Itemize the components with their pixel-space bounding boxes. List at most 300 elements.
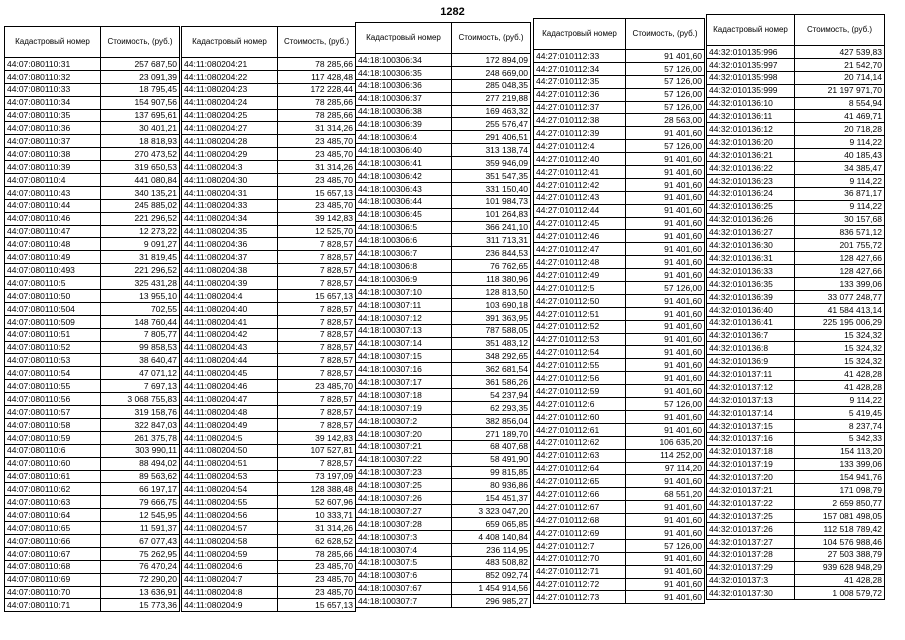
cadastral-number-cell: 44:32:010136:27 (707, 226, 795, 239)
cost-cell: 57 126,00 (626, 398, 705, 411)
table-row (182, 367, 356, 380)
table-row (182, 122, 356, 135)
cost-cell: 33 077 248,77 (795, 290, 885, 303)
cost-cell: 91 401,60 (626, 191, 705, 204)
cadastral-number-cell: 44:27:010112:43 (534, 191, 626, 204)
cost-cell: 9 114,22 (795, 200, 885, 213)
cadastral-number-cell: 44:32:010137:30 (707, 587, 795, 600)
cost-cell: 21 197 971,70 (795, 84, 885, 97)
table-row (5, 212, 180, 225)
table-row (534, 436, 705, 449)
table-row (182, 58, 356, 71)
cost-cell: 7 828,57 (278, 354, 356, 367)
table-row (5, 290, 180, 303)
cadastral-number-cell: 44:18:100306:38 (356, 105, 452, 118)
cadastral-number-cell: 44:07:080110:53 (5, 354, 101, 367)
cadastral-number-cell: 44:11:080204:28 (182, 135, 278, 148)
table-row (356, 298, 531, 311)
cadastral-number-cell: 44:32:010135:997 (707, 58, 795, 71)
cost-cell: 787 588,05 (452, 324, 531, 337)
cost-cell: 31 314,26 (278, 122, 356, 135)
cadastral-number-cell: 44:32:010137:11 (707, 368, 795, 381)
cost-cell: 52 607,96 (278, 496, 356, 509)
cadastral-number-cell: 44:27:010112:67 (534, 501, 626, 514)
cadastral-number-cell: 44:11:080204:54 (182, 483, 278, 496)
cadastral-number-cell: 44:32:010137:18 (707, 445, 795, 458)
cadastral-number-cell: 44:11:080204:50 (182, 444, 278, 457)
cadastral-number-cell: 44:32:010137:26 (707, 522, 795, 535)
table-row (707, 71, 885, 84)
table-row (356, 247, 531, 260)
table-row (356, 131, 531, 144)
table-row (182, 341, 356, 354)
cost-cell: 101 264,83 (452, 208, 531, 221)
cost-cell: 154 451,37 (452, 492, 531, 505)
cost-cell: 331 150,40 (452, 182, 531, 195)
cost-cell: 7 828,57 (278, 328, 356, 341)
cost-cell: 10 333,71 (278, 509, 356, 522)
cadastral-number-cell: 44:11:080204:34 (182, 212, 278, 225)
cost-cell: 41 428,28 (795, 574, 885, 587)
table-row (356, 350, 531, 363)
cadastral-number-cell: 44:18:100307:14 (356, 337, 452, 350)
table-row (707, 187, 885, 200)
cadastral-number-cell: 44:32:010136:22 (707, 162, 795, 175)
cadastral-number-cell: 44:27:010112:50 (534, 294, 626, 307)
cadastral-number-cell: 44:27:010112:53 (534, 333, 626, 346)
cadastral-number-cell: 44:18:100306:6 (356, 234, 452, 247)
table-row (182, 586, 356, 599)
cost-cell: 939 628 948,29 (795, 561, 885, 574)
table-row (707, 303, 885, 316)
cadastral-number-cell: 44:32:010136:7 (707, 329, 795, 342)
cadastral-number-cell: 44:07:080110:50 (5, 290, 101, 303)
cost-cell: 248 669,00 (452, 66, 531, 79)
table-row (182, 315, 356, 328)
table-row (356, 118, 531, 131)
cost-cell: 91 401,60 (626, 269, 705, 282)
table-row (5, 560, 180, 573)
cost-cell: 57 126,00 (626, 88, 705, 101)
cost-cell: 91 401,60 (626, 475, 705, 488)
cost-cell: 172 894,09 (452, 54, 531, 67)
cadastral-number-cell: 44:07:080110:35 (5, 109, 101, 122)
cadastral-number-cell: 44:07:080110:5 (5, 277, 101, 290)
table-row (356, 182, 531, 195)
cost-cell: 483 508,82 (452, 556, 531, 569)
cadastral-number-cell: 44:11:080204:8 (182, 586, 278, 599)
table-row (5, 380, 180, 393)
cadastral-number-cell: 44:32:010137:29 (707, 561, 795, 574)
cost-cell: 91 401,60 (626, 514, 705, 527)
cadastral-number-cell: 44:18:100307:6 (356, 569, 452, 582)
cadastral-number-cell: 44:27:010112:42 (534, 178, 626, 191)
table-row (182, 135, 356, 148)
table-row (534, 294, 705, 307)
cadastral-number-cell: 44:27:010112:68 (534, 514, 626, 527)
cadastral-number-cell: 44:07:080110:58 (5, 418, 101, 431)
cadastral-table-5 (706, 14, 885, 600)
cadastral-number-cell: 44:07:080110:33 (5, 83, 101, 96)
table-row (5, 522, 180, 535)
cadastral-number-cell: 44:32:010136:33 (707, 265, 795, 278)
cost-cell: 20 714,14 (795, 71, 885, 84)
cadastral-number-cell: 44:32:010136:8 (707, 342, 795, 355)
cost-cell: 41 584 413,14 (795, 303, 885, 316)
cadastral-number-cell: 44:11:080204:23 (182, 83, 278, 96)
cost-cell: 91 401,60 (626, 204, 705, 217)
cost-cell: 441 080,84 (101, 174, 180, 187)
table-row (707, 484, 885, 497)
cadastral-number-cell: 44:11:080204:55 (182, 496, 278, 509)
cadastral-number-cell: 44:11:080204:29 (182, 148, 278, 161)
cost-cell: 7 805,77 (101, 328, 180, 341)
cost-cell: 62 628,52 (278, 534, 356, 547)
table-row (707, 574, 885, 587)
cadastral-table-1 (4, 26, 180, 612)
header-cadastral-number: Кадастровый номер (182, 27, 278, 58)
cost-cell: 23 485,70 (278, 135, 356, 148)
cadastral-number-cell: 44:07:080110:59 (5, 431, 101, 444)
table-row (707, 136, 885, 149)
table-row (534, 75, 705, 88)
table-row (5, 418, 180, 431)
cost-cell: 7 828,57 (278, 406, 356, 419)
table-row (534, 204, 705, 217)
cadastral-table-2 (181, 26, 356, 612)
cadastral-number-cell: 44:07:080110:48 (5, 238, 101, 251)
table-row (534, 591, 705, 604)
cost-cell: 148 760,44 (101, 315, 180, 328)
table-row (5, 186, 180, 199)
cadastral-number-cell: 44:27:010112:55 (534, 359, 626, 372)
cost-cell: 91 401,60 (626, 565, 705, 578)
cost-cell: 172 228,44 (278, 83, 356, 96)
table-row (534, 178, 705, 191)
cost-cell: 18 818,93 (101, 135, 180, 148)
table-row (534, 359, 705, 372)
cadastral-number-cell: 44:27:010112:47 (534, 243, 626, 256)
cost-cell: 261 375,78 (101, 431, 180, 444)
table-row (356, 144, 531, 157)
cadastral-number-cell: 44:11:080204:3 (182, 161, 278, 174)
cadastral-number-cell: 44:07:080110:34 (5, 96, 101, 109)
cost-cell: 5 419,45 (795, 406, 885, 419)
cost-cell: 36 871,17 (795, 187, 885, 200)
table-row (182, 509, 356, 522)
cost-cell: 68 407,68 (452, 440, 531, 453)
cost-cell: 9 114,22 (795, 394, 885, 407)
table-row (5, 586, 180, 599)
cadastral-number-cell: 44:18:100307:4 (356, 543, 452, 556)
table-row (182, 457, 356, 470)
cadastral-number-cell: 44:07:080110:46 (5, 212, 101, 225)
cost-cell: 103 690,18 (452, 298, 531, 311)
table-header-row (707, 15, 885, 46)
cost-cell: 23 485,70 (278, 174, 356, 187)
cost-cell: 325 431,28 (101, 277, 180, 290)
cost-cell: 361 586,26 (452, 376, 531, 389)
cadastral-number-cell: 44:32:010136:31 (707, 252, 795, 265)
cadastral-number-cell: 44:27:010112:56 (534, 372, 626, 385)
cadastral-number-cell: 44:27:010112:72 (534, 578, 626, 591)
cadastral-number-cell: 44:27:010112:59 (534, 385, 626, 398)
table-row (534, 449, 705, 462)
cost-cell: 291 406,51 (452, 131, 531, 144)
cost-cell: 21 542,70 (795, 58, 885, 71)
table-row (534, 488, 705, 501)
cost-cell: 23 485,70 (278, 586, 356, 599)
table-row (534, 372, 705, 385)
cost-cell: 128 388,48 (278, 483, 356, 496)
cadastral-table-3 (355, 22, 531, 608)
cadastral-number-cell: 44:07:080110:70 (5, 586, 101, 599)
cadastral-number-cell: 44:18:100307:22 (356, 453, 452, 466)
cadastral-number-cell: 44:11:080204:33 (182, 199, 278, 212)
cost-cell: 79 666,75 (101, 496, 180, 509)
table-row (707, 548, 885, 561)
cost-cell: 366 241,10 (452, 221, 531, 234)
cost-cell: 80 936,86 (452, 479, 531, 492)
cost-cell: 23 485,70 (278, 573, 356, 586)
cost-cell: 91 401,60 (626, 127, 705, 140)
table-row (5, 573, 180, 586)
table-row (534, 191, 705, 204)
table-row (5, 122, 180, 135)
table-row (534, 423, 705, 436)
table-row (356, 311, 531, 324)
header-cadastral-number: Кадастровый номер (707, 15, 795, 46)
cost-cell: 91 401,60 (626, 153, 705, 166)
table-row (5, 496, 180, 509)
cadastral-number-cell: 44:07:080110:4 (5, 174, 101, 187)
table-row (707, 471, 885, 484)
cost-cell: 8 554,94 (795, 97, 885, 110)
cadastral-number-cell: 44:18:100307:16 (356, 363, 452, 376)
cadastral-number-cell: 44:11:080204:24 (182, 96, 278, 109)
cost-cell: 18 795,45 (101, 83, 180, 96)
table-row (707, 445, 885, 458)
cadastral-number-cell: 44:32:010136:10 (707, 97, 795, 110)
cadastral-number-cell: 44:11:080204:7 (182, 573, 278, 586)
cost-cell: 91 401,60 (626, 410, 705, 423)
table-row (182, 83, 356, 96)
cost-cell: 836 571,12 (795, 226, 885, 239)
table-row (707, 535, 885, 548)
table-row (534, 462, 705, 475)
cadastral-number-cell: 44:32:010136:12 (707, 123, 795, 136)
table-row (707, 458, 885, 471)
cadastral-number-cell: 44:07:080110:60 (5, 457, 101, 470)
cost-cell: 270 473,52 (101, 148, 180, 161)
cadastral-number-cell: 44:07:080110:32 (5, 70, 101, 83)
table-row (356, 170, 531, 183)
cadastral-number-cell: 44:11:080204:45 (182, 367, 278, 380)
table-row (182, 186, 356, 199)
table-row (534, 514, 705, 527)
cadastral-number-cell: 44:27:010112:5 (534, 282, 626, 295)
cadastral-number-cell: 44:18:100307:5 (356, 556, 452, 569)
cadastral-number-cell: 44:27:010112:71 (534, 565, 626, 578)
cadastral-number-cell: 44:32:010137:20 (707, 471, 795, 484)
table-row (182, 277, 356, 290)
table-row (534, 282, 705, 295)
cadastral-number-cell: 44:07:080110:51 (5, 328, 101, 341)
cadastral-number-cell: 44:11:080204:51 (182, 457, 278, 470)
table-row (534, 385, 705, 398)
cadastral-number-cell: 44:07:080110:61 (5, 470, 101, 483)
cost-cell: 359 946,09 (452, 157, 531, 170)
cadastral-number-cell: 44:32:010135:996 (707, 46, 795, 59)
table-row (182, 431, 356, 444)
table-row (356, 66, 531, 79)
cost-cell: 12 273,22 (101, 225, 180, 238)
table-row (707, 406, 885, 419)
table-row (534, 62, 705, 75)
cost-cell: 67 077,43 (101, 534, 180, 547)
table-row (534, 127, 705, 140)
table-row (534, 114, 705, 127)
table-row (182, 354, 356, 367)
cadastral-number-cell: 44:11:080204:39 (182, 277, 278, 290)
cadastral-number-cell: 44:11:080204:37 (182, 251, 278, 264)
cadastral-number-cell: 44:27:010112:52 (534, 320, 626, 333)
cadastral-number-cell: 44:07:080110:69 (5, 573, 101, 586)
cost-cell: 107 527,81 (278, 444, 356, 457)
cost-cell: 78 285,66 (278, 109, 356, 122)
table-row (534, 578, 705, 591)
cadastral-number-cell: 44:07:080110:36 (5, 122, 101, 135)
cadastral-number-cell: 44:18:100307:13 (356, 324, 452, 337)
cost-cell: 106 635,20 (626, 436, 705, 449)
header-cost: Стоимость, (руб.) (626, 19, 705, 50)
table-row (182, 406, 356, 419)
cadastral-number-cell: 44:32:010136:25 (707, 200, 795, 213)
cost-cell: 97 114,20 (626, 462, 705, 475)
table-row (5, 341, 180, 354)
cadastral-number-cell: 44:27:010112:46 (534, 230, 626, 243)
cost-cell: 255 576,47 (452, 118, 531, 131)
cost-cell: 348 292,65 (452, 350, 531, 363)
cadastral-number-cell: 44:11:080204:43 (182, 341, 278, 354)
cost-cell: 23 485,70 (278, 560, 356, 573)
table-row (5, 251, 180, 264)
cadastral-number-cell: 44:11:080204:46 (182, 380, 278, 393)
cost-cell: 57 126,00 (626, 282, 705, 295)
table-row (707, 419, 885, 432)
table-row (356, 286, 531, 299)
cadastral-number-cell: 44:27:010112:49 (534, 269, 626, 282)
cadastral-number-cell: 44:18:100306:35 (356, 66, 452, 79)
cadastral-number-cell: 44:27:010112:65 (534, 475, 626, 488)
table-row (356, 505, 531, 518)
cadastral-number-cell: 44:11:080204:38 (182, 264, 278, 277)
cost-cell: 28 563,00 (626, 114, 705, 127)
cost-cell: 15 324,32 (795, 355, 885, 368)
cadastral-number-cell: 44:27:010112:35 (534, 75, 626, 88)
cadastral-number-cell: 44:11:080204:41 (182, 315, 278, 328)
cost-cell: 154 941,76 (795, 471, 885, 484)
cadastral-number-cell: 44:11:080204:40 (182, 302, 278, 315)
cost-cell: 13 955,10 (101, 290, 180, 303)
table-row (707, 162, 885, 175)
cost-cell: 30 401,21 (101, 122, 180, 135)
table-row (534, 410, 705, 423)
table-row (356, 337, 531, 350)
cadastral-number-cell: 44:07:080110:55 (5, 380, 101, 393)
table-row (534, 50, 705, 63)
cadastral-number-cell: 44:07:080110:62 (5, 483, 101, 496)
table-row (182, 522, 356, 535)
cost-cell: 76 470,24 (101, 560, 180, 573)
cadastral-number-cell: 44:07:080110:47 (5, 225, 101, 238)
table-row (182, 496, 356, 509)
cadastral-number-cell: 44:27:010112:44 (534, 204, 626, 217)
cadastral-number-cell: 44:32:010136:24 (707, 187, 795, 200)
cost-cell: 154 113,20 (795, 445, 885, 458)
cadastral-number-cell: 44:18:100306:44 (356, 195, 452, 208)
cadastral-number-cell: 44:18:100307:15 (356, 350, 452, 363)
cadastral-number-cell: 44:27:010112:33 (534, 50, 626, 63)
cost-cell: 104 576 988,46 (795, 535, 885, 548)
cadastral-number-cell: 44:18:100306:36 (356, 79, 452, 92)
cadastral-number-cell: 44:11:080204:57 (182, 522, 278, 535)
table-row (5, 174, 180, 187)
table-row (356, 221, 531, 234)
cost-cell: 91 401,60 (626, 501, 705, 514)
table-row (5, 238, 180, 251)
cost-cell: 89 563,62 (101, 470, 180, 483)
cadastral-number-cell: 44:07:080110:52 (5, 341, 101, 354)
table-row (5, 161, 180, 174)
table-row (707, 265, 885, 278)
table-row (5, 199, 180, 212)
cost-cell: 4 408 140,84 (452, 530, 531, 543)
table-row (534, 140, 705, 153)
cost-cell: 7 828,57 (278, 457, 356, 470)
cadastral-number-cell: 44:32:010137:3 (707, 574, 795, 587)
table-row (707, 561, 885, 574)
cadastral-number-cell: 44:32:010137:12 (707, 381, 795, 394)
table-row (707, 58, 885, 71)
table-row (534, 243, 705, 256)
cost-cell: 285 048,35 (452, 79, 531, 92)
cost-cell: 852 092,74 (452, 569, 531, 582)
cost-cell: 7 828,57 (278, 238, 356, 251)
cadastral-number-cell: 44:32:010137:13 (707, 394, 795, 407)
cadastral-number-cell: 44:07:080110:49 (5, 251, 101, 264)
cadastral-number-cell: 44:11:080204:9 (182, 599, 278, 612)
table-row (182, 302, 356, 315)
cost-cell: 57 126,00 (626, 539, 705, 552)
table-row (356, 466, 531, 479)
cost-cell: 78 285,66 (278, 58, 356, 71)
table-row (356, 518, 531, 531)
cadastral-number-cell: 44:27:010112:73 (534, 591, 626, 604)
table-header-row (5, 27, 180, 58)
table-row (356, 569, 531, 582)
cadastral-number-cell: 44:11:080204:36 (182, 238, 278, 251)
cost-cell: 7 828,57 (278, 393, 356, 406)
table-row (356, 260, 531, 273)
page-number: 1282 (440, 6, 465, 18)
cost-cell: 391 363,95 (452, 311, 531, 324)
cost-cell: 30 157,68 (795, 213, 885, 226)
cadastral-number-cell: 44:27:010112:70 (534, 552, 626, 565)
header-cost: Стоимость, (руб.) (278, 27, 356, 58)
cadastral-number-cell: 44:27:010112:48 (534, 256, 626, 269)
cadastral-number-cell: 44:18:100306:39 (356, 118, 452, 131)
